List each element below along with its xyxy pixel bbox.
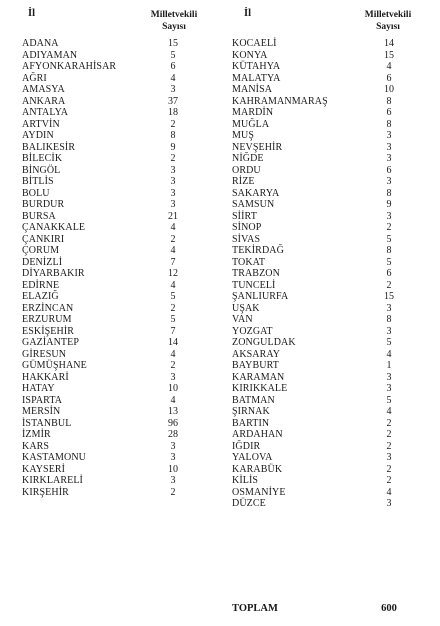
province-row bbox=[232, 291, 422, 303]
province-row bbox=[232, 188, 422, 200]
deputy-count: 4 bbox=[386, 486, 392, 498]
province-row bbox=[232, 176, 422, 188]
province-name: BURSA bbox=[22, 210, 56, 222]
deputy-count: 2 bbox=[386, 417, 392, 429]
deputy-count: 21 bbox=[168, 210, 178, 222]
deputy-count: 10 bbox=[168, 463, 178, 475]
deputy-count: 2 bbox=[386, 429, 392, 440]
province-row bbox=[22, 406, 202, 418]
deputy-count: 8 bbox=[170, 130, 176, 141]
province-row bbox=[232, 326, 422, 338]
deputy-count: 4 bbox=[170, 245, 176, 256]
province-name: BOLU bbox=[22, 187, 50, 199]
deputy-count: 7 bbox=[170, 256, 176, 268]
deputy-count: 3 bbox=[386, 141, 392, 153]
province-name: BİLECİK bbox=[22, 153, 63, 164]
deputy-count: 4 bbox=[386, 406, 392, 417]
province-row bbox=[232, 314, 422, 326]
province-row bbox=[22, 303, 202, 315]
province-row bbox=[22, 61, 202, 73]
province-name: İSTANBUL bbox=[22, 417, 72, 429]
province-name: ŞANLIURFA bbox=[232, 291, 289, 302]
deputy-count: 3 bbox=[386, 153, 392, 164]
province-row bbox=[22, 222, 202, 234]
province-header: İl bbox=[244, 8, 252, 19]
province-row bbox=[22, 395, 202, 407]
province-name: MARDİN bbox=[232, 107, 274, 118]
province-row bbox=[232, 199, 422, 211]
deputy-count: 4 bbox=[386, 61, 392, 72]
province-name: AYDIN bbox=[22, 130, 54, 141]
deputy-count: 3 bbox=[170, 371, 176, 383]
deputy-count: 18 bbox=[168, 107, 178, 118]
deputy-count: 5 bbox=[386, 337, 392, 348]
deputy-count: 8 bbox=[386, 314, 392, 325]
province-row bbox=[22, 153, 202, 165]
province-name: ERZİNCAN bbox=[22, 302, 74, 314]
deputy-count: 6 bbox=[386, 107, 392, 118]
deputy-count: 2 bbox=[170, 302, 176, 314]
province-row bbox=[232, 487, 422, 499]
province-name: YOZGAT bbox=[232, 325, 273, 337]
province-row bbox=[232, 107, 422, 119]
province-row bbox=[232, 38, 422, 50]
deputy-count: 9 bbox=[170, 141, 176, 153]
province-row bbox=[232, 211, 422, 223]
province-row bbox=[22, 130, 202, 142]
province-name: ELAZIĞ bbox=[22, 291, 59, 302]
deputy-count-header-line1: Milletvekili bbox=[150, 10, 198, 20]
province-name: GİRESUN bbox=[22, 348, 67, 360]
province-name: KIRŞEHİR bbox=[22, 486, 69, 498]
province-name: ERZURUM bbox=[22, 314, 72, 325]
province-row bbox=[22, 372, 202, 384]
province-row bbox=[232, 280, 422, 292]
province-row bbox=[232, 73, 422, 85]
province-row bbox=[22, 50, 202, 62]
province-name: UŞAK bbox=[232, 302, 260, 314]
province-row bbox=[232, 165, 422, 177]
province-name: RİZE bbox=[232, 176, 255, 187]
right-header bbox=[232, 8, 422, 38]
province-row bbox=[22, 383, 202, 395]
province-row bbox=[22, 314, 202, 326]
province-name: ÇANKIRI bbox=[22, 233, 65, 245]
province-name: KONYA bbox=[232, 49, 268, 61]
deputy-count: 8 bbox=[386, 245, 392, 256]
province-name: VAN bbox=[232, 314, 253, 325]
left-province-list bbox=[22, 38, 202, 498]
province-name: ANTALYA bbox=[22, 107, 69, 118]
province-row bbox=[232, 337, 422, 349]
deputy-count: 14 bbox=[384, 38, 394, 49]
province-row bbox=[232, 441, 422, 453]
deputy-count: 15 bbox=[384, 291, 394, 302]
province-row bbox=[22, 441, 202, 453]
province-name: NEVŞEHİR bbox=[232, 141, 283, 153]
province-name: KARAMAN bbox=[232, 371, 285, 383]
province-name: KAYSERİ bbox=[22, 463, 66, 475]
deputy-count: 2 bbox=[170, 118, 176, 130]
province-name: ADIYAMAN bbox=[22, 49, 78, 61]
province-name: DENİZLİ bbox=[22, 256, 63, 268]
deputy-count: 3 bbox=[170, 199, 176, 210]
deputy-count: 15 bbox=[168, 38, 178, 49]
deputy-count: 37 bbox=[168, 95, 178, 107]
deputy-count: 3 bbox=[386, 452, 392, 463]
province-row bbox=[22, 119, 202, 131]
province-name: AĞRI bbox=[22, 72, 47, 84]
deputy-count: 4 bbox=[170, 72, 176, 84]
province-name: SAMSUN bbox=[232, 199, 275, 210]
deputy-count: 2 bbox=[170, 360, 176, 371]
province-row bbox=[22, 349, 202, 361]
deputy-count: 4 bbox=[170, 348, 176, 360]
deputy-count: 3 bbox=[386, 371, 392, 383]
province-row bbox=[232, 372, 422, 384]
province-name: TRABZON bbox=[232, 268, 280, 279]
deputy-count: 2 bbox=[386, 440, 392, 452]
province-row bbox=[22, 337, 202, 349]
province-row bbox=[232, 360, 422, 372]
province-row bbox=[232, 452, 422, 464]
province-row bbox=[232, 406, 422, 418]
deputy-count: 8 bbox=[386, 118, 392, 130]
deputy-count: 3 bbox=[170, 164, 176, 176]
province-name: MUŞ bbox=[232, 130, 254, 141]
deputy-count: 3 bbox=[170, 452, 176, 463]
province-name: ORDU bbox=[232, 164, 261, 176]
deputy-count: 28 bbox=[168, 429, 178, 440]
province-row bbox=[22, 464, 202, 476]
province-row bbox=[22, 245, 202, 257]
province-name: BURDUR bbox=[22, 199, 65, 210]
province-name: MALATYA bbox=[232, 72, 281, 84]
province-row bbox=[22, 211, 202, 223]
deputy-count: 2 bbox=[386, 463, 392, 475]
province-name: ISPARTA bbox=[22, 394, 63, 406]
province-row bbox=[232, 234, 422, 246]
province-name: EDİRNE bbox=[22, 279, 60, 291]
deputy-count: 10 bbox=[384, 84, 394, 95]
deputy-count: 5 bbox=[386, 256, 392, 268]
province-name: ZONGULDAK bbox=[232, 337, 296, 348]
province-row bbox=[22, 165, 202, 177]
province-row bbox=[22, 234, 202, 246]
deputy-count: 10 bbox=[168, 383, 178, 394]
province-name: SAKARYA bbox=[232, 187, 280, 199]
province-row bbox=[22, 257, 202, 269]
total-row bbox=[232, 603, 422, 617]
province-name: NİĞDE bbox=[232, 153, 264, 164]
province-name: SİNOP bbox=[232, 222, 262, 233]
province-name: ŞIRNAK bbox=[232, 406, 270, 417]
province-row bbox=[22, 38, 202, 50]
province-name: IĞDIR bbox=[232, 440, 261, 452]
province-name: MANİSA bbox=[232, 84, 273, 95]
province-name: ARDAHAN bbox=[232, 429, 283, 440]
province-row bbox=[22, 73, 202, 85]
province-row bbox=[22, 452, 202, 464]
province-row bbox=[232, 418, 422, 430]
province-name: İZMİR bbox=[22, 429, 51, 440]
province-row bbox=[232, 383, 422, 395]
deputy-count: 3 bbox=[386, 498, 392, 509]
province-name: YALOVA bbox=[232, 452, 273, 463]
province-row bbox=[232, 96, 422, 108]
province-row bbox=[232, 349, 422, 361]
province-row bbox=[232, 498, 422, 510]
province-row bbox=[232, 475, 422, 487]
province-row bbox=[22, 84, 202, 96]
province-row bbox=[232, 61, 422, 73]
province-row bbox=[22, 475, 202, 487]
deputy-count-header-line2: Sayısı bbox=[162, 22, 186, 32]
province-row bbox=[232, 257, 422, 269]
deputy-count: 5 bbox=[170, 291, 176, 302]
province-name: SİVAS bbox=[232, 233, 261, 245]
deputy-count: 3 bbox=[170, 84, 176, 95]
total-label: TOPLAM bbox=[232, 603, 278, 614]
province-name: TOKAT bbox=[232, 256, 266, 268]
province-name: AKSARAY bbox=[232, 348, 281, 360]
province-name: KIRIKKALE bbox=[232, 383, 288, 394]
province-row bbox=[22, 487, 202, 499]
province-header: İl bbox=[28, 8, 36, 19]
province-name: AMASYA bbox=[22, 84, 65, 95]
deputy-count: 2 bbox=[386, 475, 392, 486]
right-column bbox=[232, 8, 422, 510]
deputy-count: 8 bbox=[386, 95, 392, 107]
deputy-count: 4 bbox=[386, 348, 392, 360]
province-name: DİYARBAKIR bbox=[22, 268, 85, 279]
deputy-count: 7 bbox=[170, 325, 176, 337]
deputy-count: 4 bbox=[170, 394, 176, 406]
province-name: MUĞLA bbox=[232, 118, 270, 130]
province-name: KİLİS bbox=[232, 475, 259, 486]
province-name: HAKKARİ bbox=[22, 371, 69, 383]
province-row bbox=[22, 188, 202, 200]
left-column bbox=[22, 8, 202, 498]
province-name: KARABÜK bbox=[232, 463, 283, 475]
province-name: SİİRT bbox=[232, 210, 257, 222]
province-row bbox=[22, 268, 202, 280]
deputy-count: 3 bbox=[386, 130, 392, 141]
province-row bbox=[232, 395, 422, 407]
deputy-count: 5 bbox=[170, 49, 176, 61]
deputy-count: 3 bbox=[170, 475, 176, 486]
deputy-count: 15 bbox=[384, 49, 394, 61]
province-row bbox=[232, 130, 422, 142]
deputy-count: 12 bbox=[168, 268, 178, 279]
province-row bbox=[232, 429, 422, 441]
deputy-count: 6 bbox=[386, 164, 392, 176]
province-row bbox=[232, 303, 422, 315]
province-name: ÇANAKKALE bbox=[22, 222, 86, 233]
province-name: KIRKLARELİ bbox=[22, 475, 83, 486]
province-name: DÜZCE bbox=[232, 498, 266, 509]
province-row bbox=[232, 268, 422, 280]
province-name: ADANA bbox=[22, 38, 59, 49]
province-name: OSMANİYE bbox=[232, 486, 286, 498]
province-row bbox=[22, 291, 202, 303]
deputy-count: 9 bbox=[386, 199, 392, 210]
province-name: BAYBURT bbox=[232, 360, 279, 371]
deputy-count: 8 bbox=[386, 187, 392, 199]
province-name: TUNCELİ bbox=[232, 279, 276, 291]
province-row bbox=[232, 84, 422, 96]
province-name: HATAY bbox=[22, 383, 55, 394]
deputy-count-header bbox=[353, 9, 423, 33]
province-row bbox=[232, 153, 422, 165]
province-name: BARTIN bbox=[232, 417, 270, 429]
province-name: KÜTAHYA bbox=[232, 61, 281, 72]
province-row bbox=[22, 418, 202, 430]
province-row bbox=[232, 142, 422, 154]
deputy-count: 3 bbox=[170, 440, 176, 452]
left-header bbox=[22, 8, 202, 38]
province-name: AFYONKARAHİSAR bbox=[22, 61, 117, 72]
province-row bbox=[22, 429, 202, 441]
province-name: ÇORUM bbox=[22, 245, 60, 256]
province-name: BATMAN bbox=[232, 394, 275, 406]
province-row bbox=[232, 119, 422, 131]
deputy-count: 5 bbox=[170, 314, 176, 325]
deputy-count: 4 bbox=[170, 279, 176, 291]
province-row bbox=[22, 280, 202, 292]
deputy-count: 1 bbox=[386, 360, 392, 371]
deputy-count: 5 bbox=[386, 394, 392, 406]
deputy-count: 3 bbox=[386, 176, 392, 187]
province-row bbox=[22, 326, 202, 338]
province-row bbox=[232, 464, 422, 476]
deputy-count: 3 bbox=[386, 210, 392, 222]
deputy-count-header-line1: Milletvekili bbox=[364, 10, 412, 20]
province-name: MERSİN bbox=[22, 406, 61, 417]
deputy-count: 3 bbox=[170, 176, 176, 187]
province-row bbox=[232, 50, 422, 62]
deputy-count: 3 bbox=[170, 187, 176, 199]
deputy-count: 6 bbox=[170, 61, 176, 72]
province-name: BİTLİS bbox=[22, 176, 54, 187]
deputy-count: 14 bbox=[168, 337, 178, 348]
deputy-count: 2 bbox=[386, 222, 392, 233]
deputy-count: 5 bbox=[386, 233, 392, 245]
deputy-count: 4 bbox=[170, 222, 176, 233]
province-name: KAHRAMANMARAŞ bbox=[232, 95, 328, 107]
deputy-count: 2 bbox=[386, 279, 392, 291]
province-name: ESKİŞEHİR bbox=[22, 325, 75, 337]
province-row bbox=[22, 96, 202, 108]
deputy-count: 2 bbox=[170, 486, 176, 498]
deputy-count: 6 bbox=[386, 268, 392, 279]
province-name: ARTVİN bbox=[22, 118, 60, 130]
province-row bbox=[22, 107, 202, 119]
deputy-count-header bbox=[139, 9, 209, 33]
province-name: BALIKESİR bbox=[22, 141, 76, 153]
province-row bbox=[232, 245, 422, 257]
deputy-count-header-line2: Sayısı bbox=[376, 22, 400, 32]
deputy-count: 3 bbox=[386, 383, 392, 394]
province-row bbox=[232, 222, 422, 234]
province-name: GAZİANTEP bbox=[22, 337, 80, 348]
province-row bbox=[22, 142, 202, 154]
deputy-count: 3 bbox=[386, 325, 392, 337]
right-province-list bbox=[232, 38, 422, 510]
province-row bbox=[22, 176, 202, 188]
deputy-count: 6 bbox=[386, 72, 392, 84]
province-row bbox=[22, 199, 202, 211]
deputy-count: 2 bbox=[170, 233, 176, 245]
province-name: ANKARA bbox=[22, 95, 66, 107]
deputy-count: 3 bbox=[386, 302, 392, 314]
deputy-count: 2 bbox=[170, 153, 176, 164]
province-name: BİNGÖL bbox=[22, 164, 61, 176]
total-value: 600 bbox=[381, 603, 397, 614]
province-name: KOCAELİ bbox=[232, 38, 277, 49]
province-name: KASTAMONU bbox=[22, 452, 86, 463]
deputy-count: 96 bbox=[168, 417, 178, 429]
deputy-count: 13 bbox=[168, 406, 178, 417]
province-name: TEKİRDAĞ bbox=[232, 245, 284, 256]
province-row bbox=[22, 360, 202, 372]
province-name: GÜMÜŞHANE bbox=[22, 360, 87, 371]
province-name: KARS bbox=[22, 440, 50, 452]
